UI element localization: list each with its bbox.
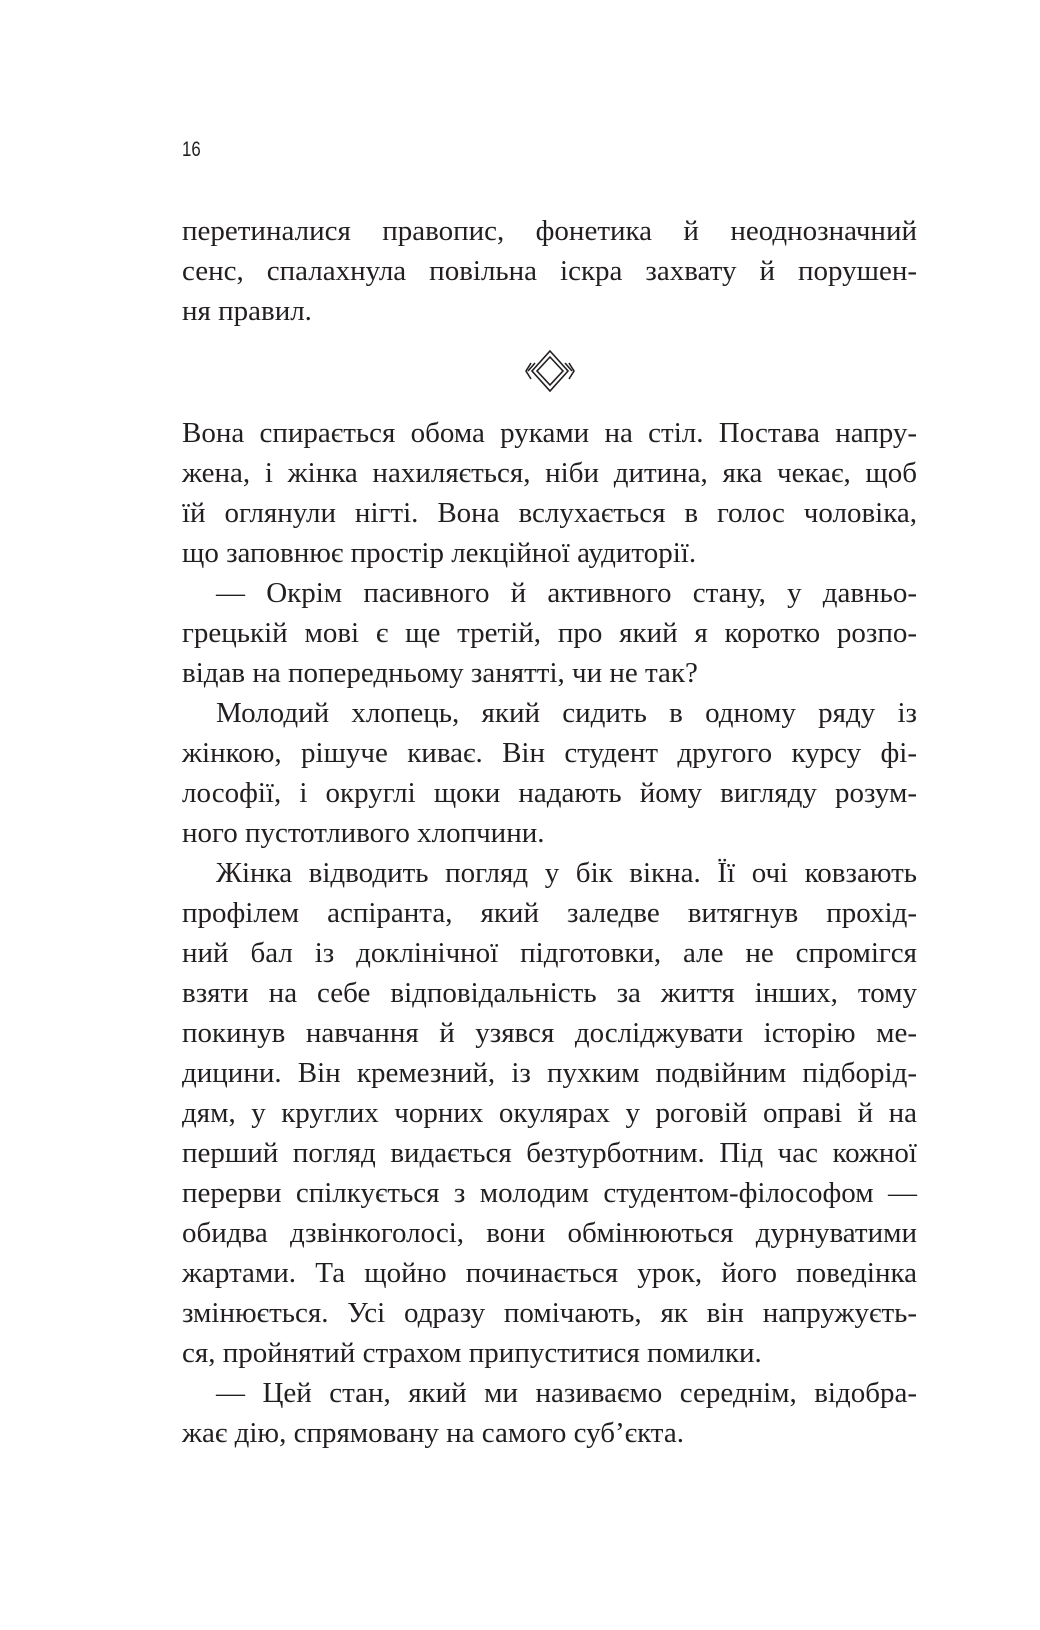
text-line: сенс, спалахнула повільна іскра захвату й порушен- — [182, 255, 917, 287]
text-line: жартами. Та щойно починається урок, його поведінка — [182, 1257, 917, 1289]
text-line: лософії, і округлі щоки надають йому вигляду розум- — [182, 777, 917, 809]
text-line: змінюється. Усі одразу помічають, як він напружуєть- — [182, 1297, 917, 1329]
text-line: їй оглянули нігті. Вона вслухається в голос чоловіка, — [182, 497, 917, 529]
text-line: ного пустотливого хлопчини. — [182, 817, 545, 849]
text-line: перерви спілкується з молодим студентом-філософом — — [182, 1177, 917, 1209]
text-line: відав на попередньому занятті, чи не так? — [182, 657, 698, 689]
text-line: Жінка відводить погляд у бік вікна. Її очі ковзають — [216, 857, 917, 889]
text-line: перетиналися правопис, фонетика й неоднозначний — [182, 215, 917, 247]
text-line: профілем аспіранта, який заледве витягнув прохід- — [182, 897, 917, 929]
text-line: покинув навчання й узявся досліджувати історію ме- — [182, 1017, 917, 1049]
text-line: дицини. Він кремезний, із пухким подвійним підборід- — [182, 1057, 917, 1089]
text-line: взяти на себе відповідальність за життя інших, тому — [182, 977, 917, 1009]
text-line: дям, у круглих чорних окулярах у роговій оправі й на — [182, 1097, 917, 1129]
text-line: — Окрім пасивного й активного стану, у давньо- — [216, 577, 917, 609]
text-line: грецькій мові є ще третій, про який я коротко розпо- — [182, 617, 917, 649]
text-section-2 — [182, 413, 917, 1453]
text-line: перший погляд видається безтурботним. Під час кожної — [182, 1137, 917, 1169]
text-section-1 — [182, 211, 917, 331]
text-line: жена, і жінка нахиляється, ніби дитина, яка чекає, щоб — [182, 457, 917, 489]
diamond-ornament-icon — [525, 349, 575, 393]
text-line: ня правил. — [182, 295, 312, 327]
text-line: обидва дзвінкоголосі, вони обмінюються дурнуватими — [182, 1217, 917, 1249]
text-line: жінкою, рішуче киває. Він студент другого курсу фі- — [182, 737, 917, 769]
text-line: жає дію, спрямовану на самого суб’єкта. — [182, 1417, 684, 1449]
text-line: ся, пройнятий страхом припуститися помилки. — [182, 1337, 762, 1369]
text-line: ний бал із доклінічної підготовки, але не спромігся — [182, 937, 917, 969]
text-line: — Цей стан, який ми називаємо середнім, відобра- — [216, 1377, 917, 1409]
text-line: Вона спирається обома руками на стіл. Постава напру- — [182, 417, 917, 449]
text-line: Молодий хлопець, який сидить в одному ряду із — [216, 697, 917, 729]
page-number: 16 — [182, 138, 201, 161]
text-line: що заповнює простір лекційної аудиторії. — [182, 537, 697, 569]
